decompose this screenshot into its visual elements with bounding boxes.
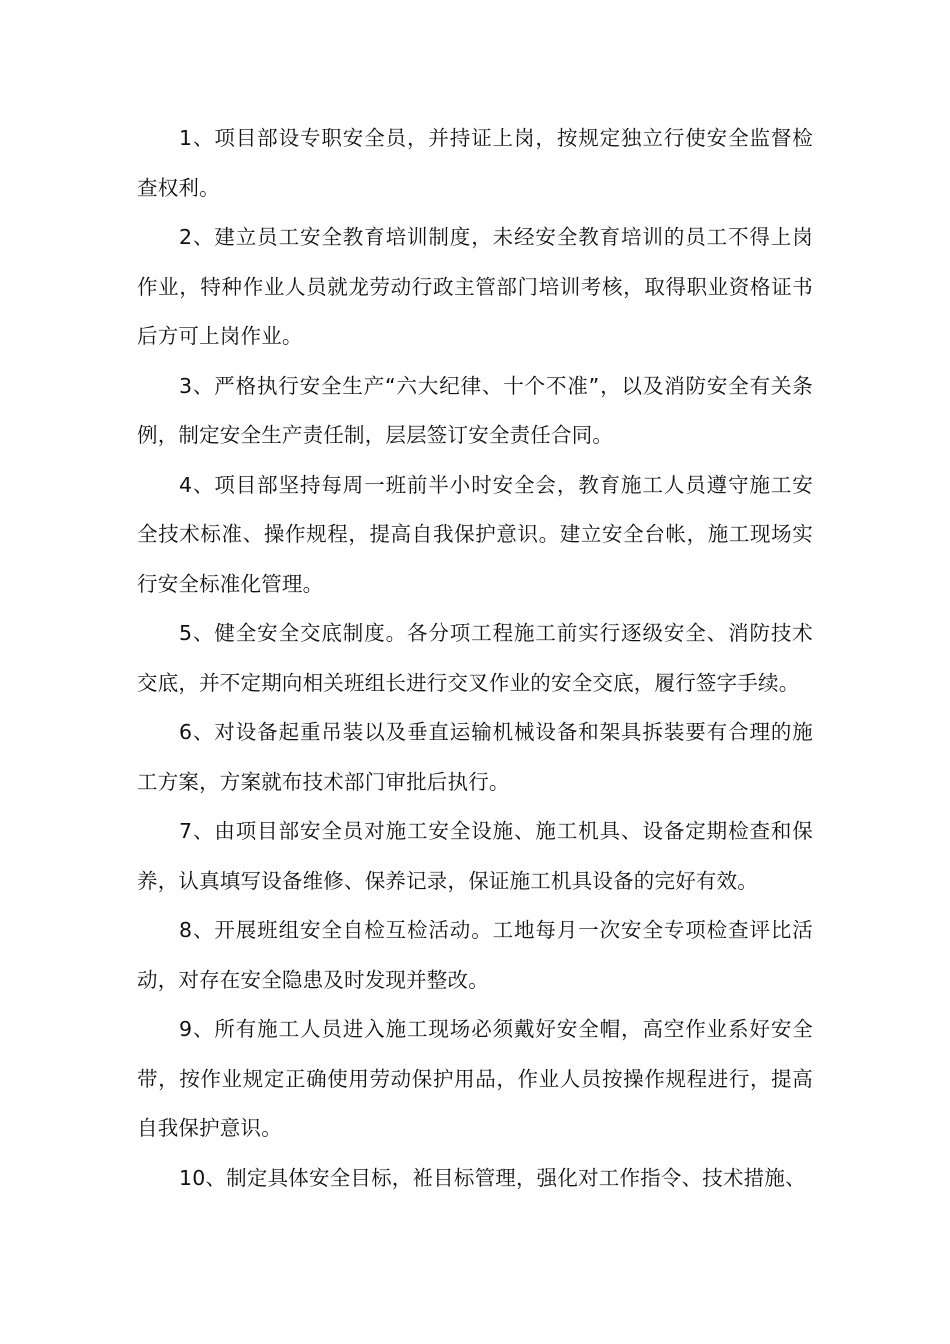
paragraph-6: 6、对设备起重吊装以及垂直运输机械设备和架具拆装要有合理的施工方案，方案就布技术部门审批后执行。 bbox=[137, 720, 813, 794]
document-body bbox=[137, 114, 813, 1203]
paragraph-4: 4、项目部坚持每周一班前半小时安全会，教育施工人员遵守施工安全技术标准、操作规程，提高自我保护意识。建立安全台帐，施工现场实行安全标准化管理。 bbox=[137, 472, 813, 596]
paragraph-1: 1、项目部设专职安全员，并持证上岗，按规定独立行使安全监督检查权利。 bbox=[137, 126, 813, 200]
paragraph-2: 2、建立员工安全教育培训制度，未经安全教育培训的员工不得上岗作业，特种作业人员就龙劳动行政主管部门培训考核，取得职业资格证书后方可上岗作业。 bbox=[137, 225, 813, 348]
paragraph-9: 9、所有施工人员进入施工现场必须戴好安全帽，高空作业系好安全带，按作业规定正确使用劳动保护用品，作业人员按操作规程进行，提高自我保护意识。 bbox=[137, 1017, 813, 1140]
paragraph-5: 5、健全安全交底制度。各分项工程施工前实行逐级安全、消防技术交底，并不定期向相关班组长进行交叉作业的安全交底，履行签字手续。 bbox=[137, 621, 813, 695]
paragraph-10: 10、制定具体安全目标，袵目标管理，强化对工作指令、技术措施、 bbox=[179, 1165, 806, 1190]
paragraph-7: 7、由项目部安全员对施工安全设施、施工机具、设备定期检查和保养，认真填写设备维修、保养记录，保证施工机具设备的完好有效。 bbox=[137, 819, 813, 893]
paragraph-3: 3、严格执行安全生产“六大纪律、十个不准”，以及消防安全有关条例，制定安全生产责任制，层层签订安全责任合同。 bbox=[137, 373, 813, 447]
paragraph-8: 8、开展班组安全自检互检活动。工地每月一次安全专项检查评比活动，对存在安全隐患及时发现并整改。 bbox=[137, 918, 813, 992]
